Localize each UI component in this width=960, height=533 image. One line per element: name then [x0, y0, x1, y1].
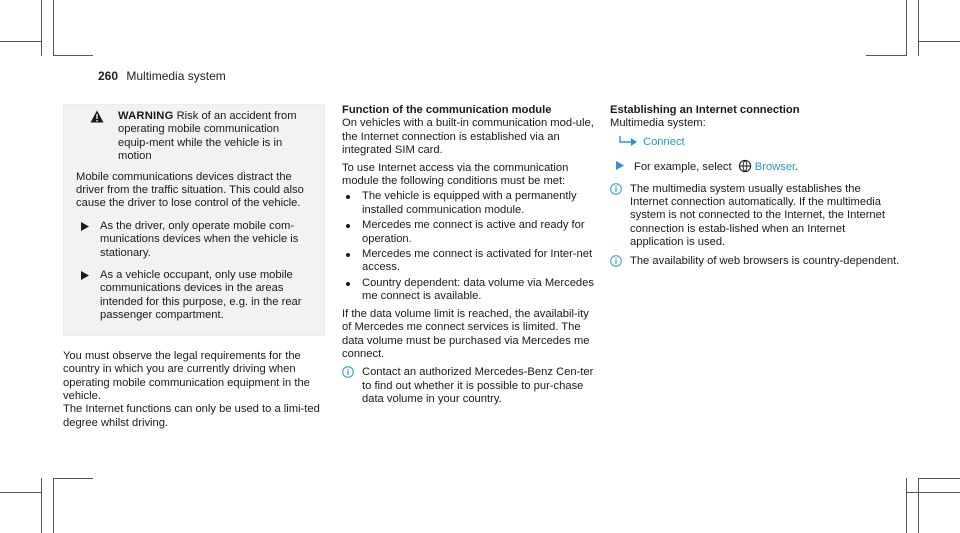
- list-item: Mercedes me connect is active and ready for operation.: [342, 219, 600, 246]
- info-icon: [610, 255, 622, 271]
- page-number: 260: [98, 69, 119, 83]
- crop-mark: [0, 492, 41, 493]
- crop-mark: [906, 492, 960, 493]
- column-right: [610, 104, 900, 268]
- info-text: Contact an authorized Mercedes-Benz Cen-ter to find out whether it is possible to pur-chase data volume in your country.: [362, 366, 594, 406]
- menu-path-arrow-icon: [619, 135, 639, 151]
- warning-header: [76, 110, 312, 164]
- crop-mark: [906, 478, 907, 533]
- section-heading: Establishing an Internet connection: [610, 104, 800, 116]
- list-item: Country dependent: data volume via Mercedes me connect is available.: [342, 277, 600, 304]
- crop-mark: [53, 478, 93, 479]
- crop-mark: [41, 0, 42, 56]
- crop-mark: [918, 478, 919, 533]
- column-left: [63, 104, 325, 430]
- warning-triangle-icon: [90, 110, 104, 127]
- crop-mark: [41, 478, 42, 533]
- column-middle: [342, 104, 600, 407]
- crop-mark: [53, 478, 54, 533]
- crop-mark: [918, 478, 960, 479]
- crop-mark: [918, 0, 919, 56]
- crop-mark: [906, 0, 907, 56]
- info-text: The availability of web browsers is country-dependent.: [630, 254, 900, 267]
- info-note: [610, 183, 900, 250]
- info-icon: [342, 366, 354, 382]
- crop-mark: [53, 0, 54, 56]
- warning-box: [63, 104, 325, 336]
- paragraph: You must observe the legal requirements for the country in which you are currently driving when operating mobile communication equipment in the vehicle.: [63, 349, 310, 402]
- paragraph: To use Internet access via the communication module the following conditions must be met:: [342, 161, 569, 188]
- section-heading: Function of the communication module: [342, 104, 552, 116]
- globe-icon: [738, 159, 752, 177]
- section-title: Multimedia system: [126, 69, 226, 83]
- step-suffix: .: [795, 161, 799, 174]
- page-header: [98, 69, 226, 83]
- info-text: The multimedia system usually establishes the Internet connection automatically. If the multimedia system is not connected to the Internet, the Internet connection is estab-lished when an Internet application is used.: [630, 182, 885, 249]
- arrow-right-icon: [81, 271, 89, 284]
- connect-link[interactable]: Connect: [643, 136, 685, 149]
- crop-mark: [0, 41, 41, 42]
- subheading: Multimedia system:: [610, 117, 706, 130]
- arrow-right-icon: [616, 161, 624, 174]
- warning-body: Mobile communications devices distract the driver from the traffic situation. This could also cause the driver to lose control of the vehicle.: [76, 170, 304, 210]
- warning-title: WARNING: [118, 110, 174, 122]
- list-item: The vehicle is equipped with a permanently installed communication module.: [342, 190, 600, 217]
- conditions-list: [342, 190, 600, 303]
- warning-item-text: As the driver, only operate mobile com-munications devices when the vehicle is stationary.: [100, 219, 299, 259]
- warning-item: [76, 220, 312, 260]
- paragraph: On vehicles with a built-in communication mod-ule, the Internet connection is established via an integrated SIM card.: [342, 117, 594, 157]
- crop-mark: [866, 55, 906, 56]
- menu-path: [619, 135, 900, 151]
- instruction-step: [610, 159, 900, 177]
- crop-mark: [53, 55, 93, 56]
- arrow-right-icon: [81, 222, 89, 235]
- list-item: Mercedes me connect is activated for Inter-net access.: [342, 248, 600, 275]
- browser-link[interactable]: Browser: [754, 161, 796, 174]
- step-prefix: For example, select: [634, 161, 735, 174]
- info-note: [610, 255, 900, 268]
- paragraph: If the data volume limit is reached, the availabil-ity of Mercedes me connect services is limited. The data volume must be purchased via Mercedes me connect.: [342, 307, 590, 360]
- crop-mark: [918, 41, 960, 42]
- info-icon: [610, 183, 622, 199]
- paragraph: The Internet functions can only be used to a limi-ted degree whilst driving.: [63, 403, 320, 429]
- warning-item-text: As a vehicle occupant, only use mobile communications devices in the areas intended for this purpose, e.g. in the rear passenger compartment.: [100, 269, 302, 322]
- info-note: [342, 366, 600, 406]
- warning-item: [76, 269, 312, 323]
- warning-title-rest: Risk of an accident from operating mobile communication equip-ment while the vehicle is in motion: [118, 110, 297, 163]
